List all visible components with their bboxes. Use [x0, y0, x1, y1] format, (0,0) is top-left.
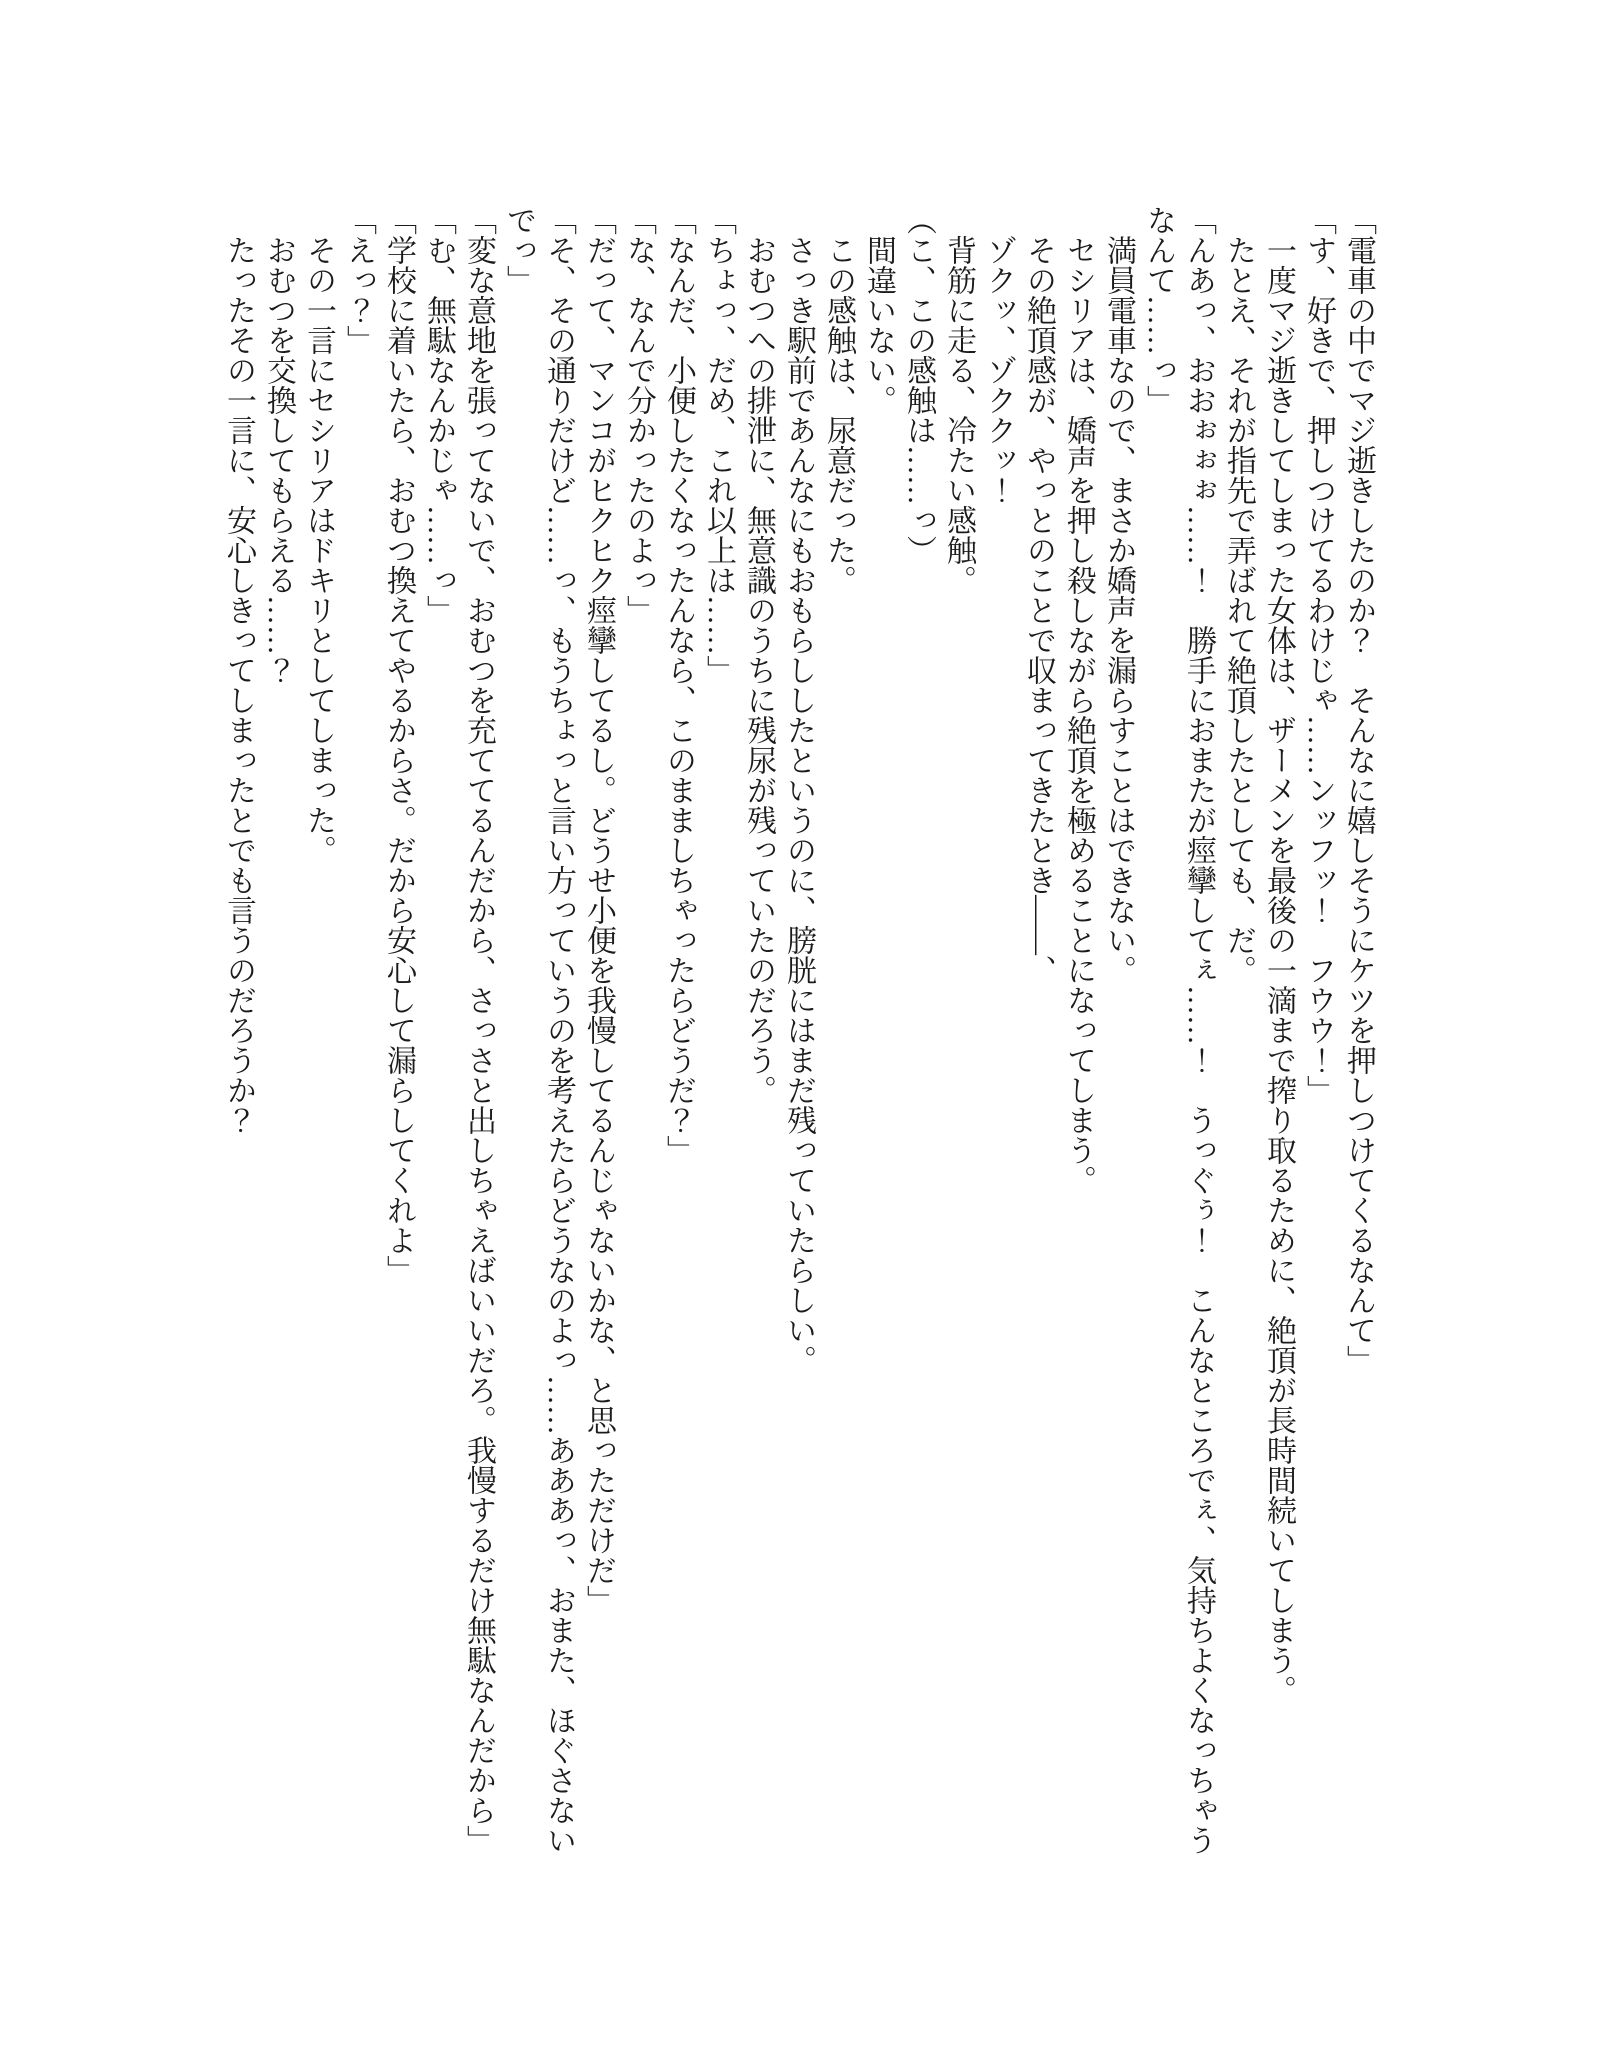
text-line: その絶頂感が、やっとのことで収まってきたとき――、	[1022, 235, 1055, 985]
text-line: さっき駅前であんなにもおもらししたというのに、膀胱にはまだ残っていたらしい。	[782, 235, 815, 1375]
text-line: 「す、好きで、押しつけてるわけじゃ……ンッフッ！ フウウ！」	[1302, 205, 1335, 1105]
text-line: 「そ、その通りだけど……っ、もうちょっと言い方っていうのを考えたらどうなのよっ……あああっ、おまた、ほぐさない	[542, 205, 575, 1855]
text-line: 満員電車なので、まさか嬌声を漏らすことはできない。	[1102, 235, 1135, 985]
text-line: 一度マジ逝きしてしまった女体は、ザーメンを最後の一滴まで搾り取るために、絶頂が長時間続いてしまう。	[1262, 235, 1295, 1705]
text-line: 「変な意地を張ってないで、おむつを充ててるんだから、さっさと出しちゃえばいいだろ。我慢するだけ無駄なんだから」	[462, 205, 495, 1855]
text-line: ゾクッ、ゾククッ！	[982, 235, 1015, 505]
text-line: その一言にセシリアはドキリとしてしまった。	[302, 235, 335, 865]
text-line: 背筋に走る、冷たい感触。	[942, 235, 975, 595]
text-line: たったその一言に、安心しきってしまったとでも言うのだろうか？	[222, 235, 255, 1135]
text-line: 「な、なんで分かったのよっ」	[622, 205, 655, 625]
text-line: 「む、無駄なんかじゃ……っ」	[422, 205, 455, 625]
text-line: 間違いない。	[862, 235, 895, 415]
text-line: （こ、この感触は……っ）	[902, 205, 935, 565]
text-line: 「んあっ、おおぉぉぉ……！ 勝手におまたが痙攣してぇ……！ うっぐぅ！ こんなところでぇ、気持ちよくなっちゃう	[1182, 205, 1215, 1855]
text-line: なんて……っ」	[1142, 205, 1175, 415]
text-line: この感触は、尿意だった。	[822, 235, 855, 595]
text-line: おむつを交換してもらえる……？	[262, 235, 295, 685]
text-line: 「学校に着いたら、おむつ換えてやるからさ。だから安心して漏らしてくれよ」	[382, 205, 415, 1285]
text-line: 「えっ？」	[342, 205, 375, 355]
text-line: たとえ、それが指先で弄ばれて絶頂したとしても、だ。	[1222, 235, 1255, 985]
text-line: セシリアは、嬌声を押し殺しながら絶頂を極めることになってしまう。	[1062, 235, 1095, 1195]
text-line: おむつへの排泄に、無意識のうちに残尿が残っていたのだろう。	[742, 235, 775, 1105]
text-line: 「電車の中でマジ逝きしたのか？ そんなに嬉しそうにケツを押しつけてくるなんて」	[1342, 205, 1375, 1375]
text-line: 「だって、マンコがヒクヒク痙攣してるし。どうせ小便を我慢してるんじゃないかな、と思っただけだ」	[582, 205, 615, 1615]
text-line: 「ちょっ、だめ、これ以上は……」	[702, 205, 735, 685]
text-line: 「なんだ、小便したくなったんなら、このまましちゃったらどうだ？」	[662, 205, 695, 1165]
document-body	[218, 205, 1378, 1870]
text-line: でっ」	[502, 205, 535, 295]
